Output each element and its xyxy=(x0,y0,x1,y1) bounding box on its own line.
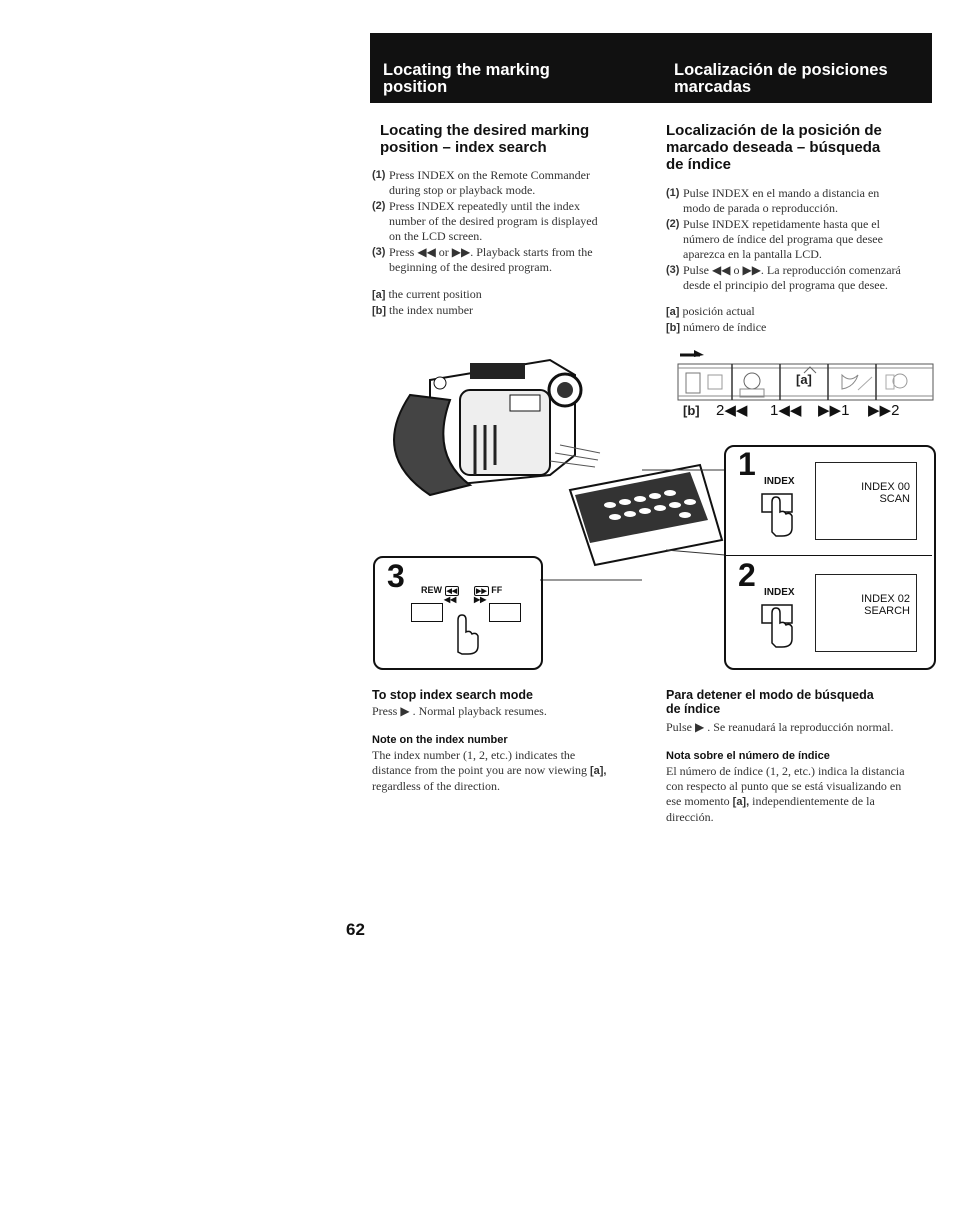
rew-symbol: ◀◀ xyxy=(444,595,457,604)
en-legend-b: [b] the index number xyxy=(372,303,474,317)
index-marker-2-ff: ▶▶2 xyxy=(868,402,900,419)
es-legend xyxy=(666,304,766,336)
es-steps xyxy=(666,186,946,294)
es-stop-heading: Para detener el modo de búsqueda de índice xyxy=(666,688,874,716)
es-note-text: El número de índice (1, 2, etc.) indica la distancia con respecto al punto que se está visualizando en ese momento [a], independientemente de la dirección. xyxy=(666,764,905,824)
step2-lcd-screen xyxy=(815,574,917,652)
en-step-2: (2) Press INDEX repeatedly until the index number of the desired program is displayed on the LCD screen. xyxy=(372,199,598,243)
step1-index-button-label: INDEX xyxy=(764,476,795,487)
ff-button[interactable] xyxy=(489,603,521,622)
en-step-1: (1) Press INDEX on the Remote Commander during stop or playback mode. xyxy=(372,168,590,197)
index-marker-1-rew: 1◀◀ xyxy=(770,402,802,419)
es-step-2: (2) Pulse INDEX repetidamente hasta que el número de índice del programa que desee aparezca en la pantalla LCD. xyxy=(666,217,883,261)
en-stop-heading: To stop index search mode xyxy=(372,688,533,702)
page-number: 62 xyxy=(346,920,365,939)
camcorder-remote-illustration xyxy=(370,345,730,585)
step3-number: 3 xyxy=(387,558,405,594)
callout-line-step2 xyxy=(666,550,725,555)
remote-commander-icon xyxy=(570,465,722,565)
camcorder-icon xyxy=(394,360,581,495)
en-heading: Locating the desired marking position – index search xyxy=(380,122,590,156)
index-marker-2-rew: 2◀◀ xyxy=(716,402,748,419)
step2-index-button[interactable] xyxy=(758,599,798,649)
en-legend xyxy=(372,287,482,319)
es-stop-text: Pulse ▶ . Se reanudará la reproducción normal. xyxy=(666,720,894,734)
es-legend-a: [a] posición actual xyxy=(666,304,755,318)
index-marker-1-ff: ▶▶1 xyxy=(818,402,850,419)
step1-number: 1 xyxy=(738,446,756,482)
index-number-label: [b] xyxy=(683,403,700,418)
step2-lcd-line2: SEARCH xyxy=(864,605,910,617)
step2-lcd-line1: INDEX 02 xyxy=(861,593,910,605)
rew-label: REW ◀◀ xyxy=(421,585,458,595)
ff-label: ▶▶ FF xyxy=(476,585,503,595)
step1-index-button[interactable] xyxy=(758,488,798,538)
step1-lcd-screen xyxy=(815,462,917,540)
step1-lcd-line2: SCAN xyxy=(879,493,910,505)
en-note-heading: Note on the index number xyxy=(372,734,508,746)
ff-symbol: ▶▶ xyxy=(474,595,487,604)
en-step-3: (3) Press ◀◀ or ▶▶. Playback starts from the beginning of the desired program. xyxy=(372,245,593,274)
step1-lcd-line1: INDEX 00 xyxy=(861,481,910,493)
en-legend-a: [a] the current position xyxy=(372,287,482,301)
en-steps xyxy=(372,168,642,276)
ff-icon: ▶▶ xyxy=(476,588,487,595)
es-heading: Localización de la posición de marcado deseada – búsqueda de índice xyxy=(666,122,882,173)
en-stop-text: Press ▶ . Normal playback resumes. xyxy=(372,704,547,718)
current-position-label: [a] xyxy=(796,372,812,387)
es-step-1: (1) Pulse INDEX en el mando a distancia en modo de parada o reproducción. xyxy=(666,186,880,215)
rew-button[interactable] xyxy=(411,603,443,622)
en-note-text: The index number (1, 2, etc.) indicates the distance from the point you are now viewing [a], regardless of the direction. xyxy=(372,748,607,793)
finger-press-icon xyxy=(448,612,482,656)
step2-index-button-label: INDEX xyxy=(764,587,795,598)
step2-number: 2 xyxy=(738,557,756,593)
es-step-3: (3) Pulse ◀◀ o ▶▶. La reproducción comenzará desde el principio del programa que desee. xyxy=(666,263,901,292)
es-legend-b: [b] número de índice xyxy=(666,320,767,334)
panel-divider xyxy=(726,555,932,556)
header-title-en: Locating the marking position xyxy=(383,61,550,96)
header-title-es: Localización de posiciones marcadas xyxy=(674,61,888,96)
rew-icon: ◀◀ xyxy=(446,588,458,595)
es-note-heading: Nota sobre el número de índice xyxy=(666,750,830,762)
